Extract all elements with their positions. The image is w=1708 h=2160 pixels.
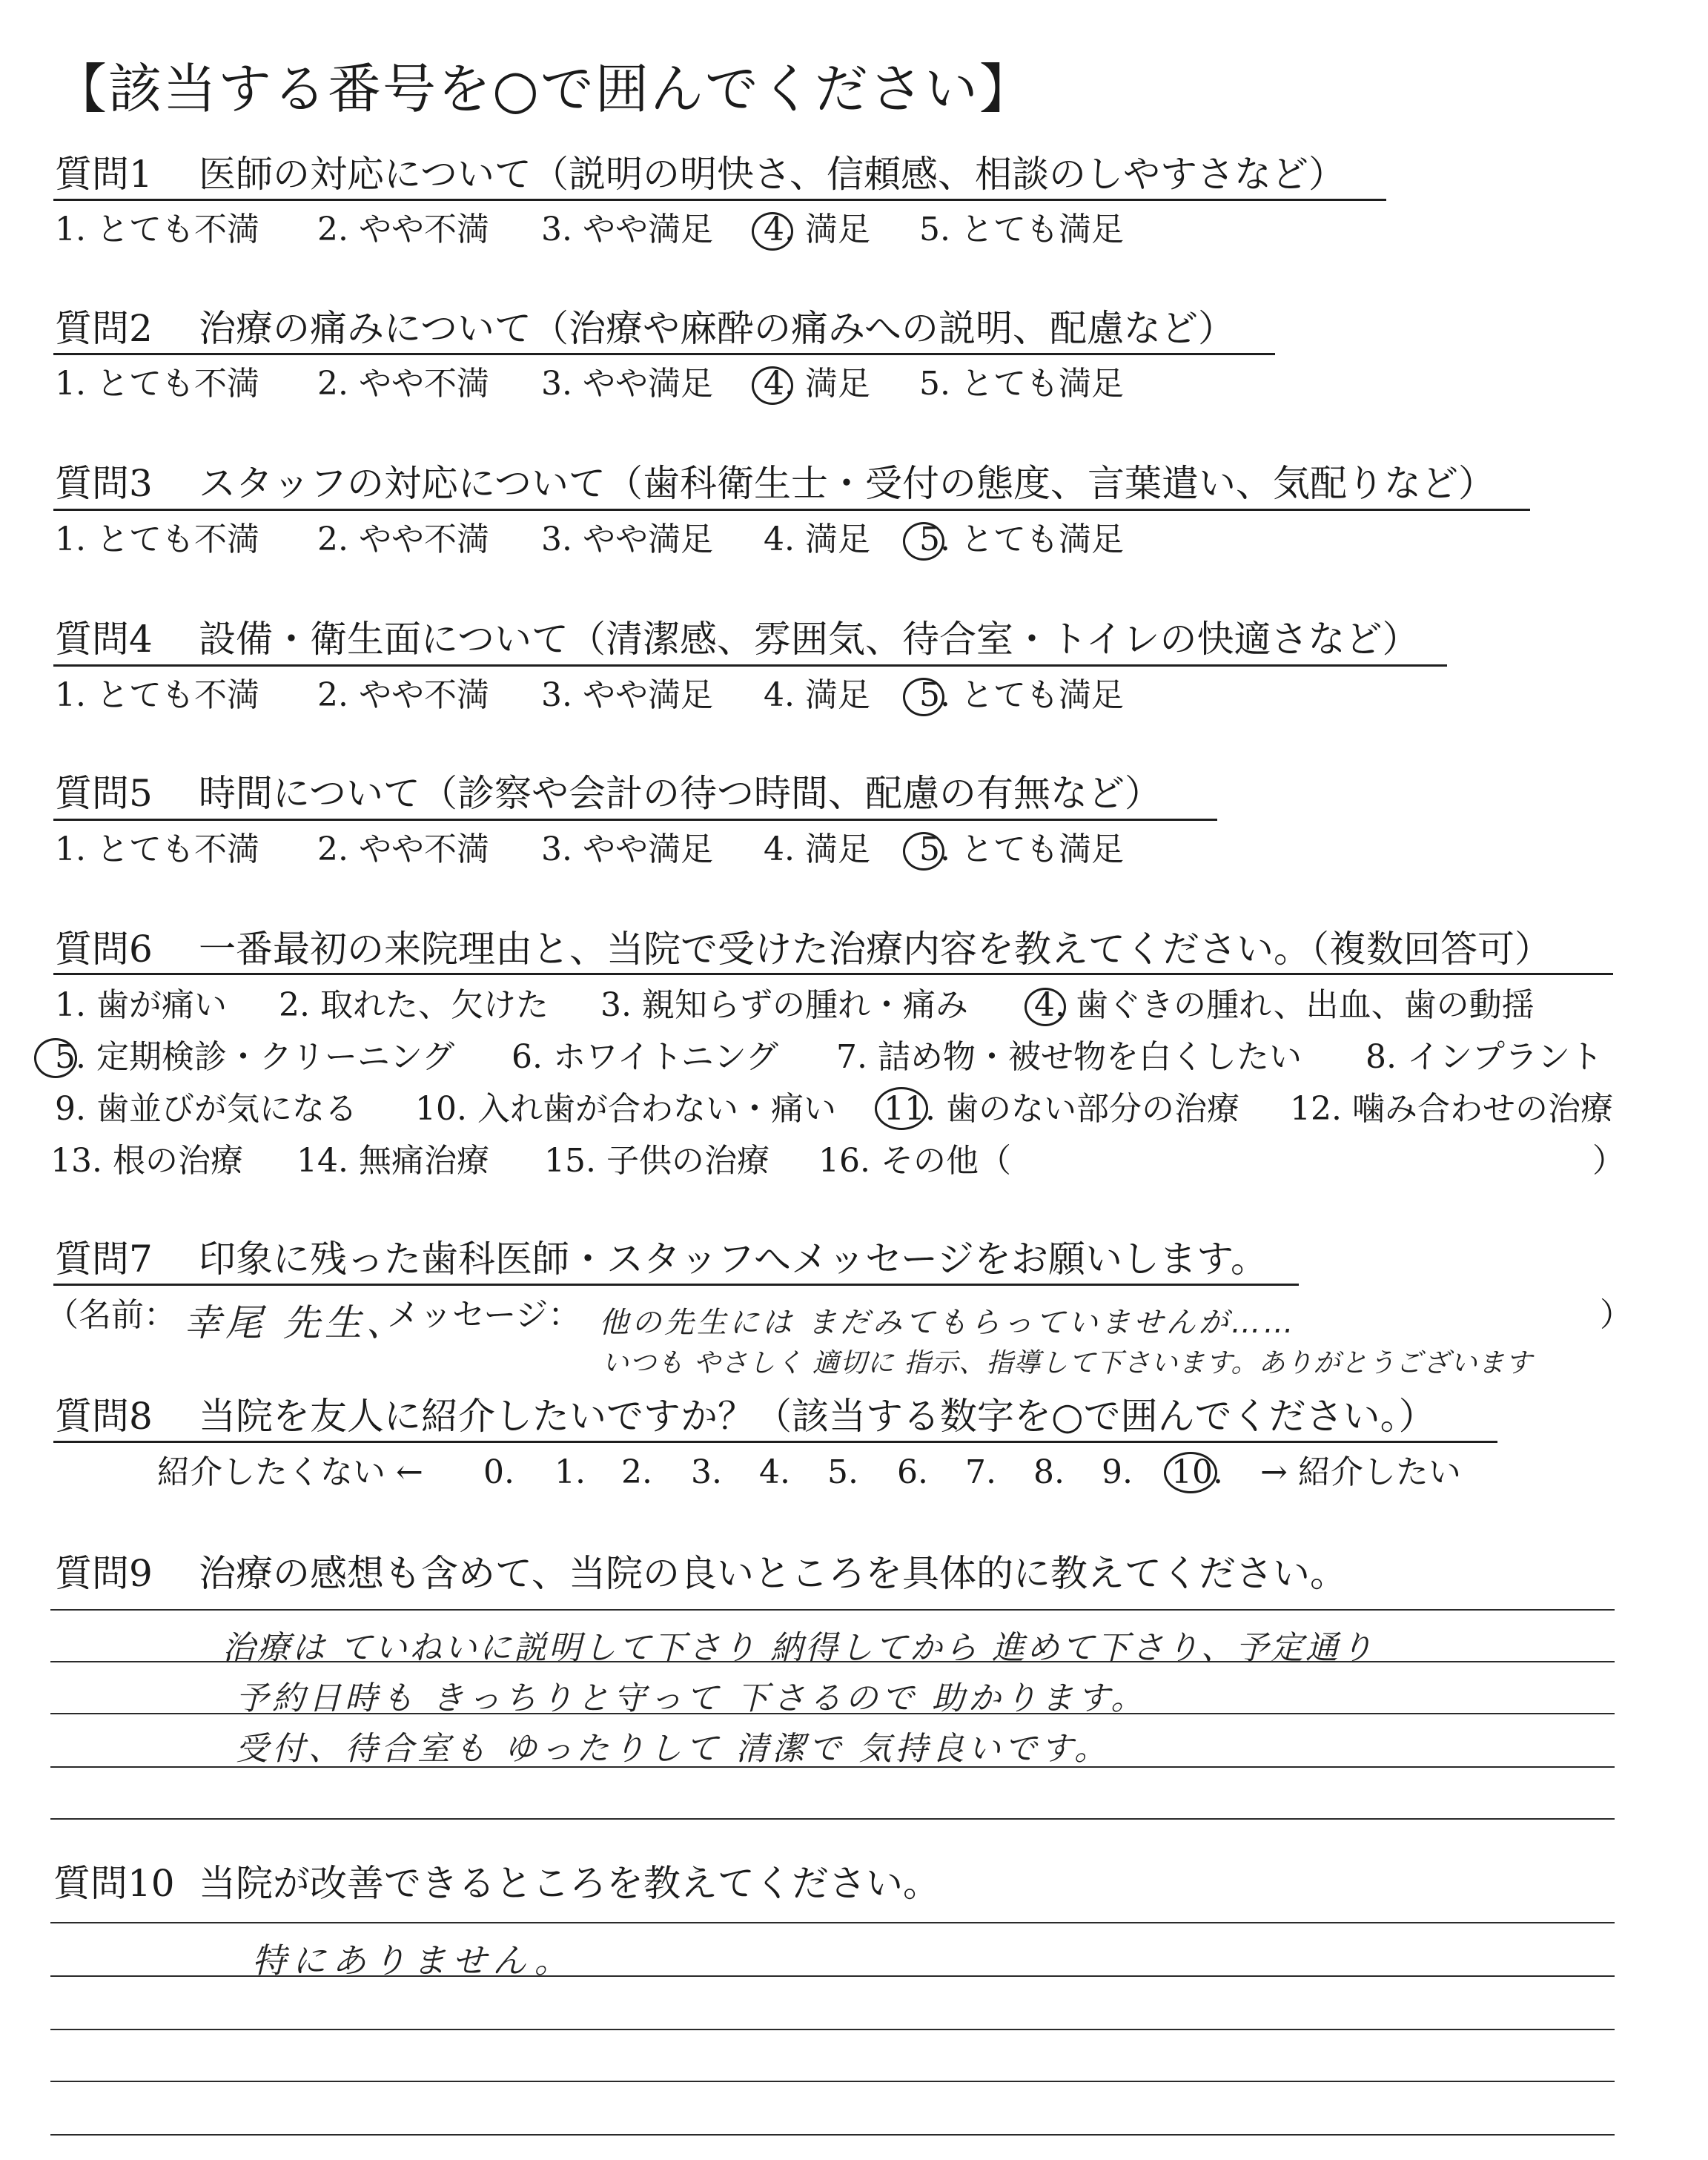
q1-option-2[interactable]: 2. やや不満 xyxy=(317,211,489,248)
q8-scale-9[interactable]: 9. xyxy=(1102,1453,1133,1491)
q2-text: 治療の痛みについて（治療や麻酔の痛みへの説明、配慮など） xyxy=(199,307,1235,350)
q4-option-2[interactable]: 2. やや不満 xyxy=(317,676,489,714)
q2-option-1[interactable]: 1. とても不満 xyxy=(55,365,259,403)
q6-option-13[interactable]: 13. 根の治療 xyxy=(50,1142,243,1180)
q6-option-1[interactable]: 1. 歯が痛い xyxy=(55,986,227,1024)
q5-option-4[interactable]: 4. 満足 xyxy=(764,830,870,868)
q6-selection-circle-11 xyxy=(875,1087,928,1130)
q9-answer-line-1: 治療は ていねいに説明して下さり 納得してから 進めて下さり、予定通り xyxy=(222,1629,1375,1667)
q3-label: 質問3 xyxy=(55,462,153,505)
q6-option-9[interactable]: 9. 歯並びが気になる xyxy=(55,1090,357,1128)
q9-answer-line-3: 受付、待合室も ゆったりして 清潔で 気持良いです。 xyxy=(236,1730,1110,1768)
q1-selection-circle xyxy=(752,212,793,251)
form-title: 【該当する番号を○で囲んでください】 xyxy=(53,58,1034,120)
q6-option-8[interactable]: 8. インプラント xyxy=(1366,1038,1603,1076)
q4-underline xyxy=(53,664,1447,667)
q7-close-paren: ） xyxy=(1600,1296,1632,1334)
q8-scale-0[interactable]: 0. xyxy=(483,1453,514,1491)
q8-scale-3[interactable]: 3. xyxy=(691,1453,722,1491)
q5-underline xyxy=(53,819,1217,821)
q10-answer-rule xyxy=(50,2029,1615,2030)
q7-label: 質問7 xyxy=(55,1238,153,1281)
q4-option-3[interactable]: 3. やや満足 xyxy=(541,676,713,714)
q3-option-3[interactable]: 3. やや満足 xyxy=(541,521,713,558)
q5-option-1[interactable]: 1. とても不満 xyxy=(55,830,259,868)
q6-option-7[interactable]: 7. 詰め物・被せ物を白くしたい xyxy=(836,1038,1302,1076)
q6-other-close: ） xyxy=(1592,1142,1625,1180)
q5-label: 質問5 xyxy=(55,772,153,815)
q8-scale-left-label: 紹介したくない ← xyxy=(157,1453,423,1491)
q5-selection-circle xyxy=(903,832,944,871)
q3-selection-circle xyxy=(903,522,944,561)
q8-underline xyxy=(53,1441,1497,1443)
q8-scale-5[interactable]: 5. xyxy=(827,1453,858,1491)
q5-text: 時間について（診察や会計の待つ時間、配慮の有無など） xyxy=(199,772,1162,815)
q2-option-3[interactable]: 3. やや満足 xyxy=(541,365,713,403)
q5-option-2[interactable]: 2. やや不満 xyxy=(317,830,489,868)
q5-option-3[interactable]: 3. やや満足 xyxy=(541,830,713,868)
q8-scale-6[interactable]: 6. xyxy=(897,1453,928,1491)
q4-label: 質問4 xyxy=(55,618,153,661)
q8-scale-2[interactable]: 2. xyxy=(621,1453,652,1491)
q2-label: 質問2 xyxy=(55,307,153,350)
q3-option-1[interactable]: 1. とても不満 xyxy=(55,521,259,558)
q4-selection-circle xyxy=(903,678,944,716)
q4-option-1[interactable]: 1. とても不満 xyxy=(55,676,259,714)
q4-text: 設備・衛生面について（清潔感、雰囲気、待合室・トイレの快適さなど） xyxy=(199,618,1420,661)
q1-underline xyxy=(53,199,1386,201)
q1-option-1[interactable]: 1. とても不満 xyxy=(55,211,259,248)
q2-selection-circle xyxy=(752,366,793,405)
q2-option-4[interactable]: 4. 満足 xyxy=(764,365,870,403)
q10-answer-rule xyxy=(50,1922,1615,1923)
q6-option-4[interactable]: 4. 歯ぐきの腫れ、出血、歯の動揺 xyxy=(1034,986,1535,1024)
q6-option-5[interactable]: 5. 定期検診・クリーニング xyxy=(55,1038,455,1076)
q7-message-label: メッセージ： xyxy=(387,1296,581,1334)
q7-text: 印象に残った歯科医師・スタッフへメッセージをお願いします。 xyxy=(199,1238,1268,1281)
q6-option-6[interactable]: 6. ホワイトニング xyxy=(512,1038,779,1076)
q9-label: 質問9 xyxy=(55,1552,153,1595)
q10-answer-rule xyxy=(50,2134,1615,2136)
q3-text: スタッフの対応について（歯科衛生士・受付の態度、言葉遣い、気配りなど） xyxy=(199,462,1495,505)
q3-option-4[interactable]: 4. 満足 xyxy=(764,521,870,558)
q2-option-5[interactable]: 5. とても満足 xyxy=(919,365,1124,403)
q6-option-11[interactable]: 11. 歯のない部分の治療 xyxy=(884,1090,1239,1128)
q6-option-3[interactable]: 3. 親知らずの腫れ・痛み xyxy=(600,986,968,1024)
q7-message-line-1: 他の先生には まだみてもらっていませんが…… xyxy=(599,1306,1297,1340)
q6-label: 質問6 xyxy=(55,928,153,971)
q9-text: 治療の感想も含めて、当院の良いところを具体的に教えてください。 xyxy=(199,1552,1347,1595)
q6-option-14[interactable]: 14. 無痛治療 xyxy=(297,1142,489,1180)
q9-answer-rule xyxy=(50,1818,1615,1820)
q8-scale-10[interactable]: 10. xyxy=(1171,1453,1223,1491)
q10-answer-line-1: 特にありません。 xyxy=(252,1941,575,1981)
q1-option-4[interactable]: 4. 満足 xyxy=(764,211,870,248)
q9-answer-line-2: 予約日時も きっちりと守って 下さるので 助かります。 xyxy=(236,1680,1148,1717)
q7-name-label: （名前： xyxy=(46,1296,176,1334)
q6-selection-circle-4 xyxy=(1025,988,1066,1026)
q9-answer-rule xyxy=(50,1609,1615,1611)
q6-selection-circle-5 xyxy=(34,1038,77,1078)
q6-option-12[interactable]: 12. 噛み合わせの治療 xyxy=(1290,1090,1613,1128)
q4-option-5[interactable]: 5. とても満足 xyxy=(919,676,1124,714)
q8-selection-circle xyxy=(1164,1452,1217,1493)
q1-option-5[interactable]: 5. とても満足 xyxy=(919,211,1124,248)
q2-option-2[interactable]: 2. やや不満 xyxy=(317,365,489,403)
q7-name-value: 幸尾 先生、 xyxy=(184,1301,408,1344)
q8-scale-right-label: → 紹介したい xyxy=(1260,1453,1461,1491)
q8-scale-7[interactable]: 7. xyxy=(965,1453,996,1491)
q4-option-4[interactable]: 4. 満足 xyxy=(764,676,870,714)
q6-text: 一番最初の来院理由と、当院で受けた治療内容を教えてください。（複数回答可） xyxy=(199,928,1552,971)
q10-answer-rule xyxy=(50,2081,1615,2082)
q3-underline xyxy=(53,509,1530,511)
q10-text: 当院が改善できるところを教えてください。 xyxy=(199,1862,940,1905)
q6-option-10[interactable]: 10. 入れ歯が合わない・痛い xyxy=(415,1090,836,1128)
q2-underline xyxy=(53,353,1275,355)
q1-label: 質問1 xyxy=(55,153,153,196)
q6-underline xyxy=(53,973,1613,975)
q8-scale-8[interactable]: 8. xyxy=(1033,1453,1065,1491)
q7-underline xyxy=(53,1284,1299,1286)
q1-option-3[interactable]: 3. やや満足 xyxy=(541,211,713,248)
q6-option-16[interactable]: 16. その他（ xyxy=(818,1142,1011,1180)
q6-option-15[interactable]: 15. 子供の治療 xyxy=(544,1142,769,1180)
q8-text: 当院を友人に紹介したいですか？（該当する数字を○で囲んでください。） xyxy=(199,1395,1436,1438)
q3-option-2[interactable]: 2. やや不満 xyxy=(317,521,489,558)
q1-text: 医師の対応について（説明の明快さ、信頼感、相談のしやすさなど） xyxy=(199,153,1345,196)
q8-scale-1[interactable]: 1. xyxy=(555,1453,586,1491)
q6-option-2[interactable]: 2. 取れた、欠けた xyxy=(279,986,549,1024)
q8-label: 質問8 xyxy=(55,1395,153,1438)
q8-scale-4[interactable]: 4. xyxy=(759,1453,790,1491)
q5-option-5[interactable]: 5. とても満足 xyxy=(919,830,1124,868)
q10-label: 質問10 xyxy=(53,1862,175,1905)
q7-message-line-2: いつも やさしく 適切に 指示、指導して下さいます。ありがとうございます xyxy=(602,1348,1533,1378)
q3-option-5[interactable]: 5. とても満足 xyxy=(919,521,1124,558)
